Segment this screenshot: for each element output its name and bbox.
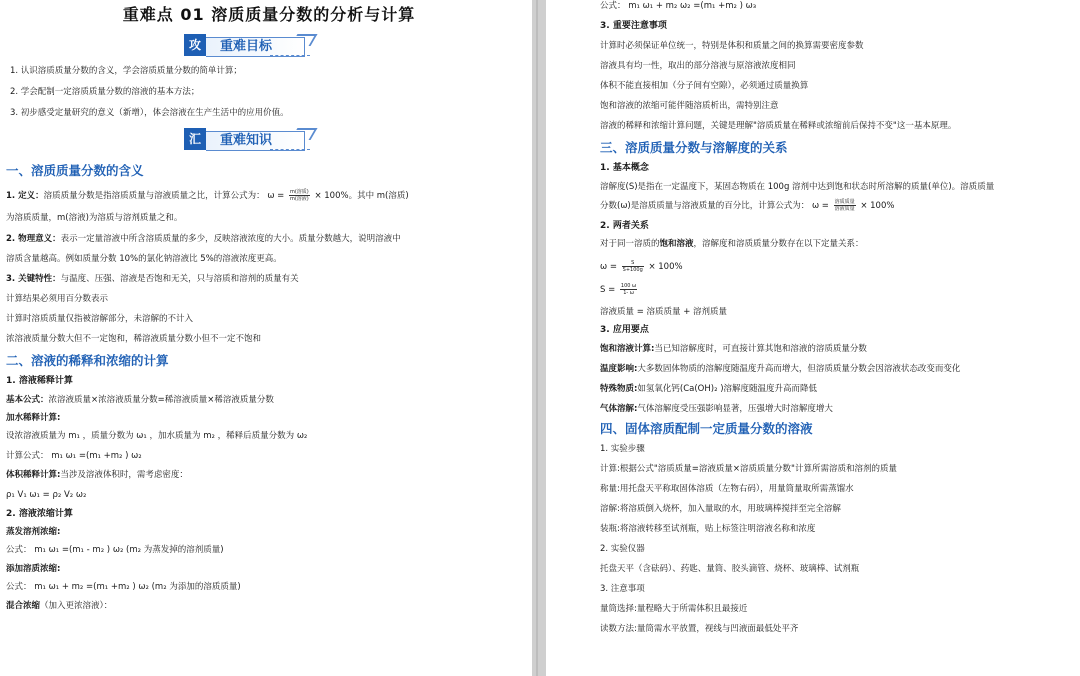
application-point xyxy=(600,403,1080,415)
subheading-concept: 1. 基本概念 xyxy=(600,163,649,173)
physical-meaning-line-2: 溶质含量越高。例如质量分数 10%的氯化钠溶液比 5%的溶液浓度更高。 xyxy=(6,254,282,264)
definition-line-2: 为溶质质量，m(溶液)为溶质与溶剂质量之和。 xyxy=(6,213,183,223)
application-point-text: 气体溶解度受压强影响显著，压强增大时溶解度增大 xyxy=(637,404,833,414)
step-label: 称量: xyxy=(600,484,620,494)
formula-omega xyxy=(600,260,1080,273)
step-text: 将溶液转移至试剂瓶，贴上标签注明溶液名称和浓度 xyxy=(619,524,816,534)
basic-formula-line xyxy=(6,394,532,406)
definition-text: 溶质质量分数是指溶质质量与溶液质量之比，计算公式为： ω = xyxy=(43,191,287,201)
concept-line-2 xyxy=(600,199,1080,212)
banner-knowledge xyxy=(6,125,532,153)
note-item: 浓溶液质量分数大但不一定饱和，稀溶液质量分数小但不一定不饱和 xyxy=(6,334,262,344)
notes-title: 3. 注意事项 xyxy=(600,584,645,594)
relation-text-b: ，溶解度和溶质质量分数存在以下定量关系： xyxy=(693,239,864,249)
relation-text-bold: 饱和溶液 xyxy=(659,239,694,249)
application-point xyxy=(600,343,1080,355)
step-label: 溶解: xyxy=(600,504,620,514)
definition-tail: × 100%。其中 m(溶质) xyxy=(311,191,409,201)
goal-item: 1. 认识溶质质量分数的含义，学会溶质质量分数的简单计算； xyxy=(10,66,242,76)
physical-meaning-label: 2. 物理意义： xyxy=(6,234,61,244)
volume-dilution-text: 当涉及溶液体积时，需考虑密度： xyxy=(60,470,188,480)
note-item: 饱和溶液的浓缩可能伴随溶质析出，需特别注意 xyxy=(600,101,779,111)
application-point-label: 气体溶解: xyxy=(600,404,638,414)
application-point-text: 大多数固体物质的溶解度随温度升高而增大，但溶质质量分数会因溶液状态改变而变化 xyxy=(637,364,961,374)
fraction-denominator: 溶液质量 xyxy=(834,206,855,212)
right-page xyxy=(546,0,1080,676)
goal-badge-icon: 攻 xyxy=(184,34,206,56)
physical-meaning-line xyxy=(6,233,532,245)
goals-list xyxy=(10,65,532,119)
caution-item xyxy=(600,623,1080,635)
volume-dilution-label: 体积稀释计算: xyxy=(6,470,61,480)
application-point-label: 特殊物质: xyxy=(600,384,638,394)
relation-line xyxy=(600,238,1080,250)
water-dilution-label: 加水稀释计算: xyxy=(6,413,61,423)
add-solute-label: 添加溶质浓缩: xyxy=(6,564,61,574)
caution-text: 量筒需水平放置，视线与凹液面最低处平齐 xyxy=(636,624,799,634)
note-item: 溶液具有均一性，取出的部分溶液与原溶液浓度相同 xyxy=(600,61,796,71)
fraction xyxy=(289,189,310,202)
step-label: 计算: xyxy=(600,464,620,474)
volume-dilution-line xyxy=(6,469,532,481)
evaporation-formula: 公式： m₁ ω₁ =(m₁ - m₂ ) ω₂ (m₂ 为蒸发掉的溶剂质量) xyxy=(6,545,224,555)
subheading-notes: 3. 重要注意事项 xyxy=(600,21,667,31)
subheading-application: 3. 应用要点 xyxy=(600,325,649,335)
subheading-relation: 2. 两者关系 xyxy=(600,221,649,231)
mix-concentration-label: 混合浓缩 xyxy=(6,601,41,611)
section-heading-3: 三、溶质质量分数与溶解度的关系 xyxy=(600,140,788,155)
basic-formula-label: 基本公式： xyxy=(6,395,49,405)
fraction xyxy=(620,283,637,296)
step-text: 用托盘天平称取固体溶质（左物右码），用量筒量取所需蒸馏水 xyxy=(619,484,854,494)
section-heading-2: 二、溶液的稀释和浓缩的计算 xyxy=(6,353,169,368)
fraction-numerator: S xyxy=(622,260,644,267)
page-divider xyxy=(536,0,538,676)
step-text: 将溶质倒入烧杯，加入量取的水，用玻璃棒搅拌至完全溶解 xyxy=(619,504,841,514)
application-point-label: 饱和溶液计算: xyxy=(600,344,655,354)
step-item xyxy=(600,463,1080,475)
banner-dashed-line xyxy=(270,149,310,150)
evaporation-label: 蒸发溶剂浓缩: xyxy=(6,527,61,537)
formula-omega-tail: × 100% xyxy=(645,262,683,272)
concept-tail: × 100% xyxy=(857,201,895,211)
banner-knowledge-label: 重难知识 xyxy=(206,131,305,151)
tools-list: 托盘天平（含砝码）、药匙、量筒、胶头滴管、烧杯、玻璃棒、试剂瓶 xyxy=(600,564,860,574)
mix-formula: 公式： m₁ ω₁ + m₂ ω₂ =(m₁ +m₂ ) ω₃ xyxy=(600,1,757,11)
tools-title: 2. 实验仪器 xyxy=(600,544,645,554)
section-heading-1: 一、溶质质量分数的含义 xyxy=(6,163,144,178)
basic-formula-text: 浓溶液质量×浓溶液质量分数=稀溶液质量×稀溶液质量分数 xyxy=(48,395,274,405)
application-point xyxy=(600,383,1080,395)
fraction-denominator: S+100g xyxy=(622,267,643,273)
subheading-dilution: 1. 溶液稀释计算 xyxy=(6,376,73,386)
caution-label: 量筒选择: xyxy=(600,604,637,614)
fraction-denominator: 1- ω xyxy=(623,290,634,296)
fraction xyxy=(622,260,644,273)
key-feature-text: 与温度、压强、溶液是否饱和无关，只与溶质和溶剂的质量有关 xyxy=(60,274,299,284)
formula-solubility-prefix: S = xyxy=(600,285,618,295)
physical-meaning-text: 表示一定量溶液中所含溶质质量的多少，反映溶液浓度的大小。质量分数越大，说明溶液中 xyxy=(60,234,401,244)
banner-dashed-line xyxy=(270,55,310,56)
caution-label: 读数方法: xyxy=(600,624,637,634)
application-point xyxy=(600,363,1080,375)
key-feature-label: 3. 关键特性： xyxy=(6,274,61,284)
relation-text-a: 对于同一溶质的 xyxy=(600,239,660,249)
note-item: 计算时溶质质量仅指被溶解部分，未溶解的不计入 xyxy=(6,314,194,324)
fraction-numerator: 100 ω xyxy=(620,283,637,289)
left-page xyxy=(0,0,532,676)
fraction-denominator: m(溶液) xyxy=(289,196,309,202)
key-feature-line xyxy=(6,273,532,285)
add-solute-formula: 公式： m₁ ω₁ + m₂ =(m₁ +m₂ ) ω₂ (m₂ 为添加的溶质质量) xyxy=(6,582,241,592)
banner-decoration xyxy=(291,34,318,46)
application-point-text: 当已知溶解度时，可直接计算其饱和溶液的溶质质量分数 xyxy=(654,344,867,354)
formula-omega-prefix: ω = xyxy=(600,262,620,272)
volume-dilution-formula: ρ₁ V₁ ω₁ = ρ₂ V₂ ω₂ xyxy=(6,490,87,500)
caution-item xyxy=(600,603,1080,615)
mass-equation: 溶液质量 = 溶质质量 + 溶剂质量 xyxy=(600,307,728,317)
formula-solubility xyxy=(600,283,1080,296)
step-item xyxy=(600,523,1080,535)
application-point-text: 如氢氧化钙(Ca(OH)₂ )溶解度随温度升高而降低 xyxy=(637,384,818,394)
banner-goals xyxy=(6,31,532,59)
document-title: 重难点 01 溶质质量分数的分析与计算 xyxy=(122,5,416,24)
note-item: 体积不能直接相加（分子间有空隙），必须通过质量换算 xyxy=(600,81,809,91)
fraction-numerator: m(溶质) xyxy=(289,189,309,195)
fraction-numerator: 溶质质量 xyxy=(834,199,855,205)
definition-label: 1. 定义： xyxy=(6,191,44,201)
caution-text: 量程略大于所需体积且最接近 xyxy=(636,604,748,614)
application-point-label: 温度影响: xyxy=(600,364,638,374)
concept-line-1: 溶解度(S)是指在一定温度下，某固态物质在 100g 溶剂中达到饱和状态时所溶解的质量(单位)。溶质质量 xyxy=(600,182,995,192)
water-dilution-text: 设浓溶液质量为 m₁ ，质量分数为 ω₁ ，加水质量为 m₂ ，稀释后质量分数为 ω₂ xyxy=(6,431,308,441)
section-heading-4: 四、固体溶质配制一定质量分数的溶液 xyxy=(600,421,813,436)
water-dilution-formula: 计算公式： m₁ ω₁ =(m₁ +m₂ ) ω₂ xyxy=(6,451,142,461)
goal-item: 3. 初步感受定量研究的意义（新增），体会溶液在生产生活中的应用价值。 xyxy=(10,108,289,118)
note-item: 计算结果必须用百分数表示 xyxy=(6,294,109,304)
goal-item: 2. 学会配制一定溶质质量分数的溶液的基本方法； xyxy=(10,87,200,97)
banner-decoration xyxy=(291,128,318,140)
steps-title: 1. 实验步骤 xyxy=(600,444,645,454)
knowledge-badge-icon: 汇 xyxy=(184,128,206,150)
step-item xyxy=(600,503,1080,515)
note-item: 溶液的稀释和浓缩计算问题，关键是理解"溶质质量在稀释或浓缩前后保持不变"这一基本原理。 xyxy=(600,121,957,131)
mix-concentration-text: （加入更浓溶液）： xyxy=(40,601,113,611)
definition-line xyxy=(6,189,532,202)
step-text: 根据公式"溶质质量=溶液质量×溶质质量分数"计算所需溶质和溶剂的质量 xyxy=(619,464,897,474)
note-item: 计算时必须保证单位统一，特别是体积和质量之间的换算需要密度参数 xyxy=(600,41,864,51)
step-label: 装瓶: xyxy=(600,524,620,534)
step-item xyxy=(600,483,1080,495)
banner-goals-label: 重难目标 xyxy=(206,37,305,57)
subheading-concentration: 2. 溶液浓缩计算 xyxy=(6,509,73,519)
fraction xyxy=(834,199,856,212)
page-gutter xyxy=(532,0,546,676)
concept-text: 分数(ω)是溶质质量与溶液质量的百分比，计算公式为： ω = xyxy=(600,201,832,211)
mix-concentration-line xyxy=(6,600,532,612)
